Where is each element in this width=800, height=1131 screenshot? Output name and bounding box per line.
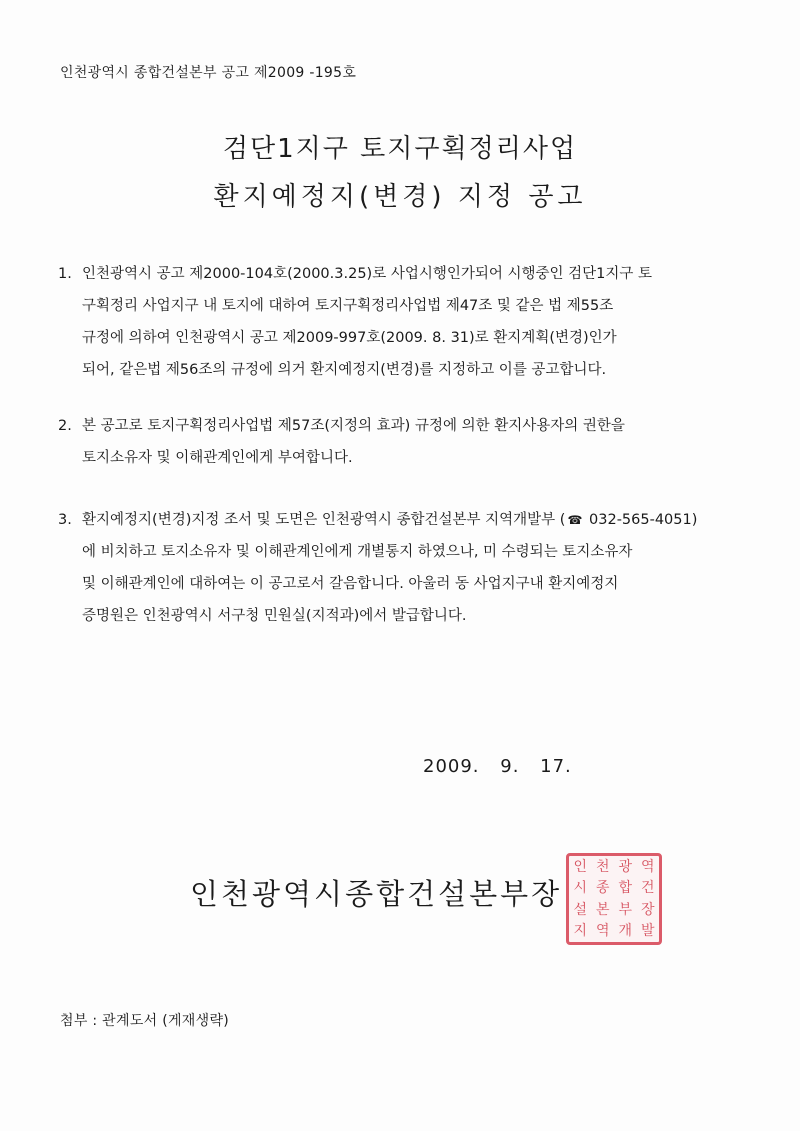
item-number: 1. (58, 266, 72, 282)
seal-glyph: 장 (640, 901, 655, 918)
attachment-note: 첨부 : 관계도서 (게재생략) (60, 1013, 230, 1029)
item-text (82, 504, 758, 632)
notice-item-1 (58, 258, 758, 386)
notice-item-3 (58, 504, 758, 632)
official-seal-stamp (566, 853, 662, 945)
item-text: 본 공고로 토지구획정리사업법 제57조(지정의 효과) 규정에 의한 환지사용자의 권한을 토지소유자 및 이해관계인에게 부여합니다. (82, 418, 625, 466)
seal-glyph: 개 (618, 923, 633, 940)
notice-title-line2: 환지예정지(변경) 지정 공고 (213, 182, 587, 212)
seal-glyph: 합 (618, 880, 633, 897)
notice-title-line1: 검단1지구 토지구획정리사업 (222, 134, 578, 164)
seal-glyph: 본 (595, 901, 610, 918)
notice-item-2 (58, 410, 758, 474)
seal-glyph: 발 (640, 923, 655, 940)
issuer-name: 인천광역시종합건설본부장 (190, 877, 563, 911)
item-text-before-phone: 환지예정지(변경)지정 조서 및 도면은 인천광역시 종합건설본부 지역개발부 ( (82, 512, 566, 528)
seal-glyph: 역 (640, 858, 655, 875)
telephone-icon: ☎ (567, 513, 583, 527)
seal-glyph: 부 (618, 901, 633, 918)
notice-date: 2009. 9. 17. (423, 756, 572, 777)
seal-glyph: 인 (573, 858, 588, 875)
seal-glyph: 설 (573, 901, 588, 918)
item-number: 3. (58, 512, 72, 528)
seal-glyph: 종 (595, 880, 610, 897)
seal-glyph: 역 (595, 923, 610, 940)
seal-glyph: 광 (618, 858, 633, 875)
seal-glyph: 지 (573, 923, 588, 940)
item-text: 인천광역시 공고 제2000-104호(2000.3.25)로 사업시행인가되어 시행중인 검단1지구 토 구획정리 사업지구 내 토지에 대하여 토지구획정리사업법 제47조 및 같은 법 제55조 규정에 의하여 인천광역시 공고 제2009-997호(2009. 8. 31)로 환지계획(변경)인가 되어, 같은법 제56조의 규정에 의거 환지예정지(변경)를 지정하고 이를 공고합니다. (82, 266, 652, 378)
item-text-after-phone: 에 비치하고 토지소유자 및 이해관계인에게 개별통지 하였으나, 미 수령되는 토지소유자 및 이해관계인에 대하여는 이 공고로서 갈음합니다. 아울러 동 사업지구내 환지예정지 증명원은 인천광역시 서구청 민원실(지적과)에서 발급합니다. (82, 544, 633, 624)
item-number: 2. (58, 418, 72, 434)
phone-number: 032-565-4051) (589, 512, 698, 528)
seal-glyph: 시 (573, 880, 588, 897)
notice-reference-number: 인천광역시 종합건설본부 공고 제2009 -195호 (60, 65, 357, 81)
seal-glyph: 천 (595, 858, 610, 875)
seal-glyph: 건 (640, 880, 655, 897)
